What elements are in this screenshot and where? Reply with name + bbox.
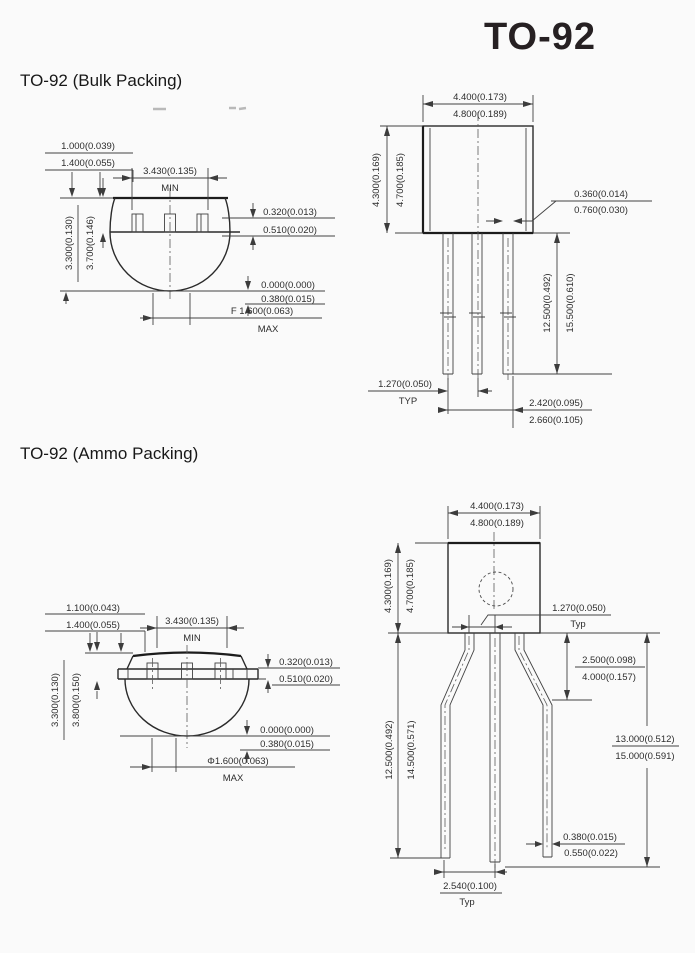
dim-bulkfront-lead-pitch <box>368 378 492 407</box>
dim-label: MIN <box>183 633 201 644</box>
dim-bulk-lead-span-min <box>113 166 227 210</box>
dim-ammofront-crimp-height <box>540 633 660 700</box>
dim-ammo-lead-span-min <box>140 616 244 648</box>
dim-label: 2.420(0.095) <box>529 398 583 409</box>
dim-label: 1.400(0.055) <box>61 158 115 169</box>
dim-label: 1.270(0.050) <box>378 379 432 390</box>
ammo-bottom-view-drawing <box>45 603 340 784</box>
bulk-front-view-drawing <box>368 92 652 428</box>
dim-label: 1.270(0.050) <box>552 603 606 614</box>
dim-label: 3.300(0.130) <box>64 216 75 270</box>
dim-label: MIN <box>161 183 179 194</box>
dim-label: 0.760(0.030) <box>574 205 628 216</box>
dim-label: 4.000(0.157) <box>582 672 636 683</box>
dim-label: 0.550(0.022) <box>564 848 618 859</box>
dim-label: 0.000(0.000) <box>261 280 315 291</box>
dim-ammofront-lead-length-inner <box>384 633 441 858</box>
dim-ammo-lead-width <box>258 654 340 693</box>
dim-ammofront-body-height <box>383 543 448 633</box>
dim-bulkfront-lead-width <box>486 189 652 224</box>
dim-bulkfront-lead-length <box>513 233 612 374</box>
dim-label: 15.000(0.591) <box>615 751 675 762</box>
section-heading-bulk-packing: TO-92 (Bulk Packing) <box>20 71 183 90</box>
dim-label: 15.500(0.610) <box>565 273 576 333</box>
dim-label: 1.400(0.055) <box>66 620 120 631</box>
dim-label: 3.430(0.135) <box>165 616 219 627</box>
dim-label: 3.430(0.135) <box>143 166 197 177</box>
ammo-body-hole <box>479 572 513 606</box>
dim-bulkfront-body-height <box>371 126 423 233</box>
dim-label: 4.300(0.169) <box>371 153 382 207</box>
dim-bulk-lead-offset <box>45 141 133 198</box>
bulk-leads <box>440 233 516 380</box>
dim-label: 1.100(0.043) <box>66 603 120 614</box>
dim-ammofront-lead-width <box>526 832 625 859</box>
dim-label: 4.300(0.169) <box>383 559 394 613</box>
dim-label: 0.380(0.015) <box>563 832 617 843</box>
dim-label: MAX <box>222 773 244 784</box>
bulk-bottom-view-drawing <box>45 108 335 335</box>
dim-bulk-lead-width <box>222 203 335 250</box>
dim-label: 0.380(0.015) <box>260 739 314 750</box>
dim-label: 0.000(0.000) <box>260 725 314 736</box>
dim-label: MAX <box>257 324 279 335</box>
dim-label: Typ <box>459 897 475 908</box>
dim-label: 3.300(0.130) <box>50 673 61 727</box>
dim-label: 4.800(0.189) <box>470 518 524 529</box>
dim-label: 12.500(0.492) <box>384 720 395 780</box>
dim-label: 2.540(0.100) <box>443 881 497 892</box>
ammo-front-view-drawing <box>383 501 679 908</box>
dim-label: 2.660(0.105) <box>529 415 583 426</box>
dim-label: 4.700(0.185) <box>395 153 406 207</box>
dim-label: TYP <box>398 396 418 407</box>
dim-label: 3.800(0.150) <box>71 673 82 727</box>
page-title: TO-92 <box>484 16 597 58</box>
section-heading-ammo-packing: TO-92 (Ammo Packing) <box>20 444 199 463</box>
dim-label: 14.500(0.571) <box>406 720 417 780</box>
dim-label: 0.320(0.013) <box>263 207 317 218</box>
dim-label: 3.700(0.146) <box>85 216 96 270</box>
dim-bulkfront-lead-span <box>438 376 592 428</box>
dim-label: 0.510(0.020) <box>279 674 333 685</box>
dim-ammofront-lead-pitch <box>452 603 611 633</box>
dim-label: 1.000(0.039) <box>61 141 115 152</box>
dim-ammo-body-height <box>50 632 100 740</box>
dim-label: Typ <box>570 619 586 630</box>
dim-label: 4.700(0.185) <box>405 559 416 613</box>
dim-ammofront-lead-pitch-bottom <box>434 860 507 908</box>
dim-bulkfront-body-width <box>423 92 533 122</box>
dim-label: 12.500(0.492) <box>542 273 553 333</box>
dim-label: 2.500(0.098) <box>582 655 636 666</box>
dim-ammo-lead-offset <box>45 603 145 653</box>
dim-label: 4.800(0.189) <box>453 109 507 120</box>
dim-label: 13.000(0.512) <box>615 734 675 745</box>
dim-label: 4.400(0.173) <box>470 501 524 512</box>
dim-label: 4.400(0.173) <box>453 92 507 103</box>
dim-label: 0.320(0.013) <box>279 657 333 668</box>
dim-bulk-body-height <box>63 178 106 304</box>
ammo-leads <box>441 633 552 868</box>
dim-label: 0.510(0.020) <box>263 225 317 236</box>
dim-label: 0.360(0.014) <box>574 189 628 200</box>
dim-label: 0.380(0.015) <box>261 294 315 305</box>
dim-label: F 1.600(0.063) <box>230 306 294 317</box>
dim-label: Φ1.600(0.063) <box>207 756 269 767</box>
